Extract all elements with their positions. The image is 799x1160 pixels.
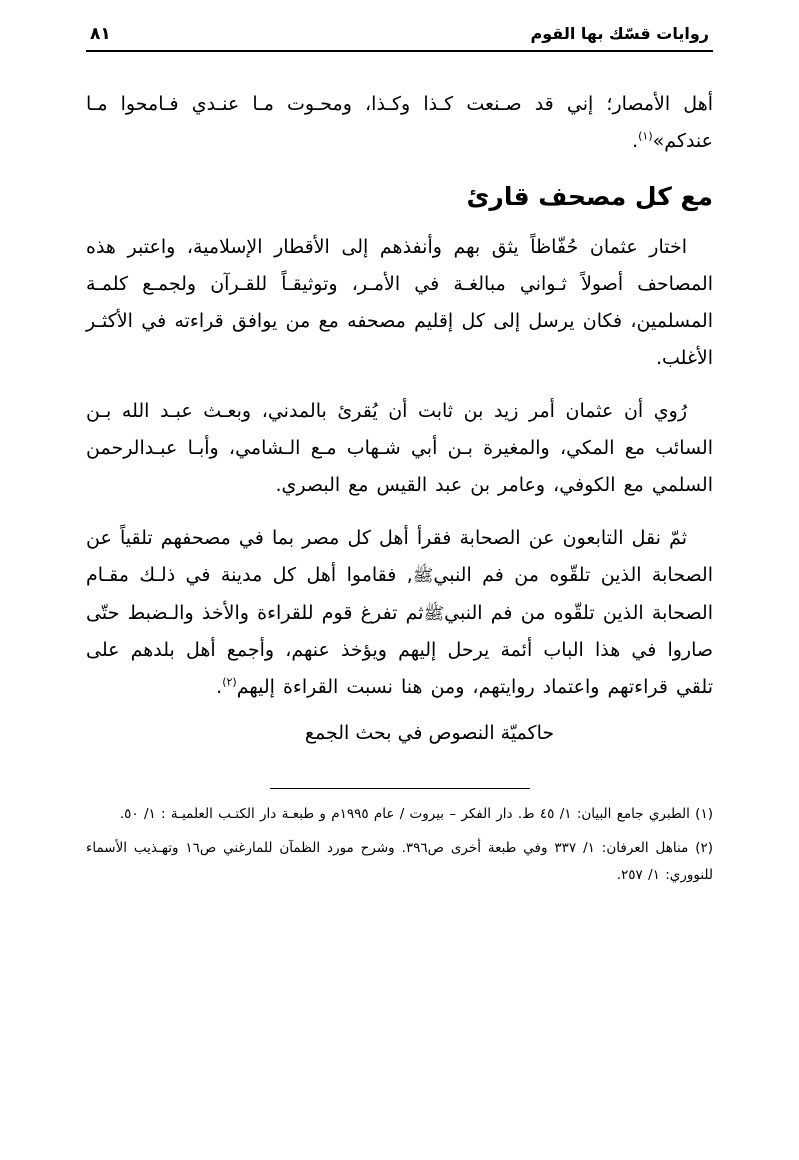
- footnote-marker-1: (١): [638, 129, 653, 143]
- salutation-glyph-icon-2: ﷺ: [423, 603, 445, 624]
- page-content: [86, 24, 713, 896]
- running-head: [86, 24, 713, 50]
- footnote-marker-2: (٢): [222, 675, 237, 689]
- page-number: ٨١: [90, 24, 111, 44]
- section-heading: مع كل مصحف قارئ: [466, 182, 713, 212]
- paragraph-2: اختار عثمان حُفّاظاً يثق بهم وأنفذهم إلى الأقطار الإسلامية، واعتبر هذه المصاحف أصولاً ثـواني مبالغـة في الأمـر، وتوثيقـاً للقـرآن ولجمـع كلمـة المسلمين، فكان يرسل إلى كل إقليم مصحفه مع من يوافق قراءته في الأكثـر الأغلب.: [86, 236, 713, 370]
- paragraph-4-end: .: [216, 675, 223, 698]
- paragraph-intro-text: أهل الأمصار؛ إني قد صـنعت كـذا وكـذا، ومحـوت مـا عنـدي فـامحوا مـا عندكم»: [86, 93, 713, 153]
- salutation-glyph-icon: ﷺ: [412, 566, 434, 587]
- header-divider: [86, 50, 713, 52]
- paragraph-4-part-b: , فقاموا أهل كل مدينة في ذلـك مقـام الصحابة الذين تلقّوه من فم النبي: [86, 564, 713, 624]
- closing-line: حاكميّة النصوص في بحث الجمع: [304, 721, 555, 744]
- paragraph-3: رُوي أن عثمان أمر زيد بن ثابت أن يُقرئ بالمدني، وبعـث عبـد الله بـن السائب مع المكي، والمغيرة بـن أبي شـهاب مـع الـشامي، وأبـا عبـدالرحمن السلمي مع الكوفي، وعامر بن عبد القيس مع البصري.: [86, 400, 713, 497]
- paragraph-4-part-c: ثم تفرغ قوم للقراءة والأخذ والـضبط حتّى صاروا في هذا الباب أئمة يرحل إليهم ويؤخذ عنهم، وأجمع أهل بلدهم على تلقي قراءتهم واعتماد روايتهم، ومن هنا نسبت القراءة إليهم: [86, 601, 713, 698]
- running-title: روايات قسّك بها القوم: [530, 24, 709, 43]
- footnote-item-2: (٢) مناهل العرفان: ١/ ٣٣٧ وفي طبعة أخرى ص٣٩٦. وشرح مورد الظمآن للمارغني ص١٦ وتهـذيب الأسماء للنووري: ١/ ٢٥٧.: [86, 840, 714, 883]
- footnote-item-1: (١) الطبري جامع البيان: ١/ ٤٥ ط. دار الفكر – بيروت / عام ١٩٩٥م و طبعـة دار الكتـب العلميـة : ١/ ٥٠.: [119, 806, 713, 823]
- footnote-divider: [270, 788, 530, 790]
- paragraph-4-part-a: ثمّ نقل التابعون عن الصحابة فقرأ أهل كل مصر بما في مصحفهم تلقياً عن الصحابة الذين تلقّوه من فم النبي: [86, 527, 713, 587]
- paragraph-4: [86, 520, 713, 705]
- paragraph-intro-end: .: [632, 130, 639, 153]
- footnote-list: [86, 801, 713, 888]
- paragraph-intro: [86, 86, 713, 160]
